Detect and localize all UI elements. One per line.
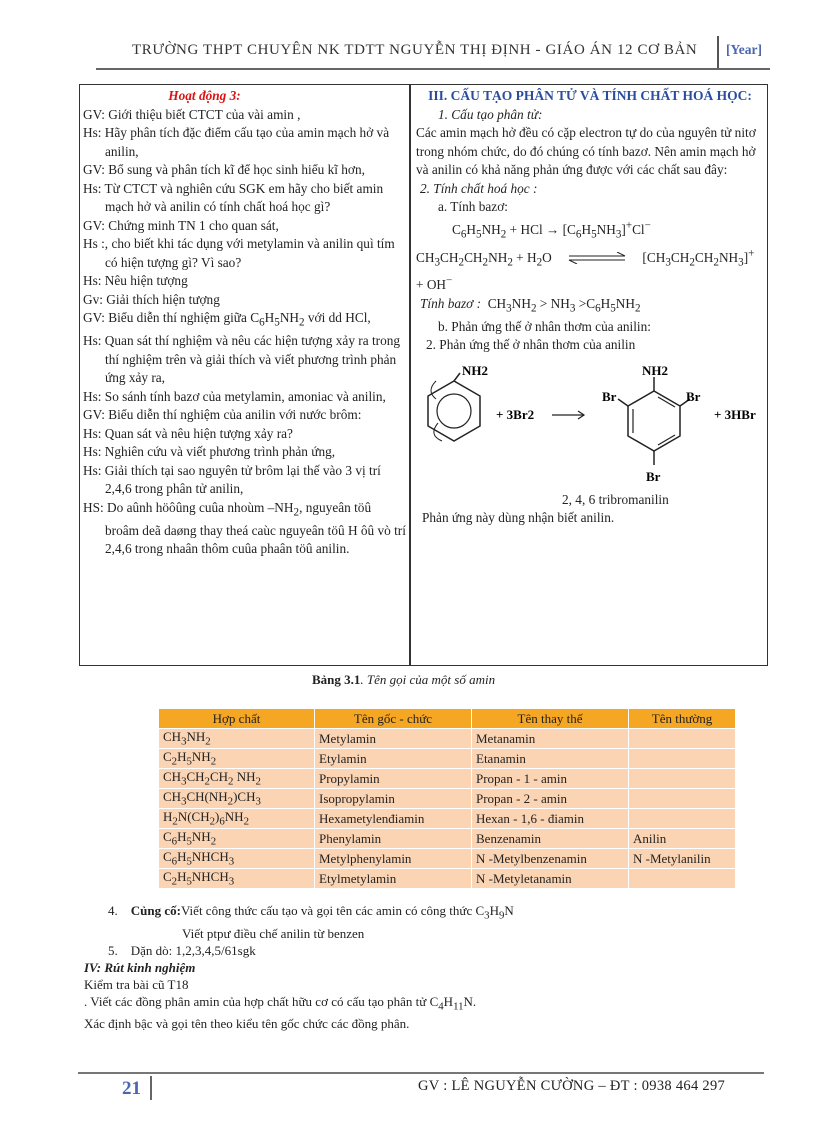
dialogue-line: Hs: Nghiên cứu và viết phương trình phản ứng, (83, 444, 336, 460)
product-name: 2, 4, 6 tribromanilin (562, 491, 669, 507)
table-cell: $CH_3CH(NH_2)CH_3$ (159, 789, 315, 809)
review-task-1: . Viết các đồng phân amin của hợp chất hữu cơ có cấu tạo phân tử $C_4H_{11}N$. (84, 993, 477, 1013)
footer-divider (150, 1076, 152, 1100)
dialogue-line: GV: Giới thiệu biết CTCT của vài amin , (83, 106, 301, 122)
dialogue-line: HS: Do aûnh höôûng cuûa nhoùm $-NH_2$, nguyeân töû broâm deã daøng thay theá caùc nguyeân töû H ôû vò trí 2,4,6 trong nhaân thôm cuûa phaân töû anilin. (83, 499, 406, 557)
dialogue-line: Gv: Giải thích hiện tượng (83, 291, 220, 307)
table-cell: $CH_3CH_2CH_2$ $NH_2$ (159, 769, 315, 789)
footer-teacher: GV : LÊ NGUYỄN CƯỜNG – ĐT : 0938 464 297 (418, 1078, 726, 1094)
dialogue-line: Hs: Giải thích tại sao nguyên tử brôm lại thế vào 3 vị trí 2,4,6 trong phân tử anilin, (83, 462, 381, 497)
bromination-diagram (416, 363, 764, 493)
activity-heading: Hoạt động 3: (168, 88, 241, 103)
dialogue-line: GV: Chứng minh TN 1 cho quan sát, (83, 217, 279, 233)
equation-2-hydroxide: + OH− (416, 274, 453, 293)
table-row (159, 749, 736, 769)
dialogue-line: Hs: Quan sát và nêu hiện tượng xảy ra? (83, 425, 293, 441)
product-nh2-label: NH2 (642, 362, 668, 378)
table-cell: Propylamin (315, 769, 472, 789)
header-year: [Year] (726, 42, 762, 57)
dialogue-line: Hs :, cho biết khi tác dụng với metylamin và anilin quì tím có hiện tượng gì? Vì sao? (83, 236, 395, 270)
table-cell (629, 789, 736, 809)
subheading-properties: 2. Tính chất hoá học : (420, 180, 538, 196)
dialogue-line: GV: Biểu diễn thí nghiệm giữa $C_6H_5NH_2$ với dd HCl, (83, 310, 371, 329)
table-row (159, 729, 736, 749)
page-header (0, 0, 816, 80)
table-cell (629, 809, 736, 829)
table-cell: Hexan - 1,6 - điamin (472, 809, 629, 829)
table-cell: $C_2H_5NH_2$ (159, 749, 315, 769)
table-row (159, 869, 736, 889)
substitution-heading: b. Phản ứng thế ở nhân thơm của anilin: (438, 318, 651, 334)
table-cell: N -Metylbenzenamin (472, 849, 629, 869)
caption-text: . Tên gọi của một số amin (360, 672, 496, 687)
table-cell: Metylphenylamin (315, 849, 472, 869)
substitution-heading-2: 2. Phản ứng thế ở nhân thơm của anilin (426, 337, 636, 353)
table-cell: Metylamin (315, 729, 472, 749)
table-row (159, 849, 736, 869)
table-cell (629, 749, 736, 769)
dialogue-line: Hs: So sánh tính bazơ của metylamin, amoniac và anilin, (83, 388, 386, 404)
column-divider (409, 85, 411, 665)
table-cell (629, 769, 736, 789)
review-check: Kiểm tra bài cũ T18 (84, 976, 189, 992)
table-cell: $C_6H_5NH_2$ (159, 829, 315, 849)
header-divider (717, 36, 719, 70)
table-cell: Etylamin (315, 749, 472, 769)
table-cell: Metanamin (472, 729, 629, 749)
equation-1: $C_6H_5NH_2$ + HCl → $[C_6H_5NH_3]^+Cl^-$ (452, 219, 651, 241)
dialogue-line: Hs: Từ CTCT và nghiên cứu SGK em hãy cho biết amin mạch hở và anilin có tính chất hoá học gì? (83, 180, 384, 214)
structure-paragraph: Các amin mạch hở đều có cặp electron tự do của nguyên tử nitơ trong nhóm chức, do đó chúng có tính bazơ. Nên amin mạch hở và anilin có khả năng phản ứng được với các chất sau đây: (416, 125, 756, 177)
table-cell: Propan - 1 - amin (472, 769, 629, 789)
dialogue-line: GV: Bổ sung và phân tích kĩ để học sinh hiểu kĩ hơn, (83, 162, 365, 177)
table-row (159, 789, 736, 809)
header-rule (96, 68, 770, 70)
bromo-label-4: Br (646, 468, 661, 484)
table-cell (629, 869, 736, 889)
byproduct-label: + 3HBr (714, 406, 756, 422)
table-row (159, 809, 736, 829)
basicity-heading: a. Tính bazơ: (438, 199, 508, 214)
consolidation-label: Củng cố: (130, 903, 181, 918)
basicity-order: Tính bazơ : $CH_3NH_2 > NH_3 >C_6H_5NH_2$ (420, 295, 641, 315)
table-cell: $CH_3NH_2$ (159, 729, 315, 749)
table-header-cell: Tên thường (629, 709, 736, 729)
lesson-notes (84, 902, 764, 1032)
table-cell: Hexametylenđiamin (315, 809, 472, 829)
dialogue-line: Hs: Nêu hiện tượng (83, 273, 188, 288)
table-cell: Isopropylamin (315, 789, 472, 809)
dialogue-line: GV: Biểu diễn thí nghiệm của anilin với nước brôm: (83, 407, 362, 423)
table-cell: Phenylamin (315, 829, 472, 849)
table-cell: Etylmetylamin (315, 869, 472, 889)
table-header-row (159, 709, 736, 729)
bromo-label-6: Br (686, 388, 701, 404)
review-task-2: Xác định bậc và gọi tên theo kiểu tên gốc chức các đồng phân. (84, 1016, 410, 1032)
teacher-student-column (83, 87, 406, 559)
subheading-structure: 1. Cấu tạo phân tử: (438, 106, 543, 122)
reaction-note: Phản ứng này dùng nhận biết anilin. (422, 510, 615, 526)
note-consolidation: 4. Củng cố:Viết công thức cấu tạo và gọi tên các amin có công thức $C_3H_9N$ (108, 903, 514, 922)
experience-heading: IV: Rút kinh nghiệm (84, 959, 196, 975)
dialogue-line: Hs: Hãy phân tích đặc điểm cấu tạo của amin mạch hở và anilin, (83, 125, 390, 159)
caption-label: Bảng 3.1 (312, 672, 361, 687)
table-cell: N -Metyletanamin (472, 869, 629, 889)
table-header-cell: Tên thay thế (472, 709, 629, 729)
table-cell: Benzenamin (472, 829, 629, 849)
dialogue-lines (83, 106, 406, 559)
amine-names-table (158, 708, 736, 889)
dialogue-line: Hs: Quan sát thí nghiệm và nêu các hiện tượng xảy ra trong thí nghiệm trên và giải thích và viết phương trình phản ứng xảy ra, (83, 333, 401, 386)
aniline-structure (428, 363, 488, 441)
table-cell: $H_2N(CH_2)_6NH_2$ (159, 809, 315, 829)
table-row (159, 829, 736, 849)
table-row (159, 769, 736, 789)
note-consolidation-2: Viết ptpư điều chế anilin từ benzen (182, 925, 365, 941)
basicity-label: Tính bazơ : (420, 295, 482, 311)
section-title: III. CẤU TẠO PHÂN TỬ VÀ TÍNH CHẤT HOÁ HỌC: (428, 88, 752, 103)
equilibrium-arrow-icon (567, 252, 627, 264)
table-header-cell: Tên gốc - chức (315, 709, 472, 729)
bromo-label-2: Br (602, 388, 617, 404)
table-cell: N -Metylanilin (629, 849, 736, 869)
reagent-label: + 3Br2 (496, 406, 535, 422)
table-header-cell: Hợp chất (159, 709, 315, 729)
page-number: 21 (122, 1078, 141, 1099)
aniline-nh2-label: NH2 (462, 362, 488, 378)
lesson-table (79, 84, 768, 666)
table-caption (312, 672, 495, 688)
footer-rule (78, 1072, 764, 1074)
header-title: TRƯỜNG THPT CHUYÊN NK TDTT NGUYỄN THỊ ĐỊNH - GIÁO ÁN 12 CƠ BẢN (132, 42, 698, 58)
tribromoaniline-structure (602, 363, 701, 484)
content-column (416, 87, 764, 528)
table-cell: Anilin (629, 829, 736, 849)
table-cell (629, 729, 736, 749)
table-cell: Etanamin (472, 749, 629, 769)
note-homework: 5. Dặn dò: 1,2,3,4,5/61sgk (108, 942, 256, 958)
equation-2: $CH_3CH_2CH_2NH_2 + H_2O$ $[CH_3CH_2CH_2NH_3]^+$ (416, 247, 755, 269)
table-cell: Propan - 2 - amin (472, 789, 629, 809)
table-cell: $C_2H_5NHCH_3$ (159, 869, 315, 889)
table-cell: $C_6H_5NHCH_3$ (159, 849, 315, 869)
